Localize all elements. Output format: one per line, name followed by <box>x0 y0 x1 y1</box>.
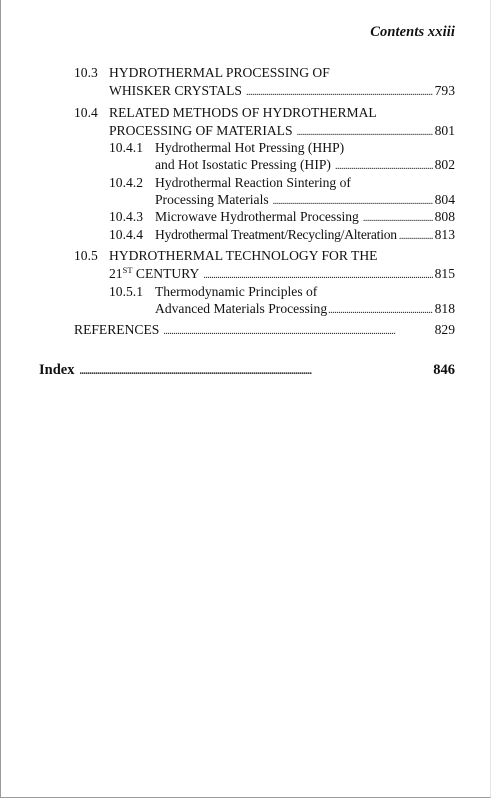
toc-entry-10-5-1-line2[interactable] <box>155 300 455 319</box>
toc-entry-10-4-3[interactable] <box>109 208 455 227</box>
subsection-title-cont: and Hot Isostatic Pressing (HIP) <box>155 157 331 172</box>
dot-leader <box>363 210 433 227</box>
toc-entry-references[interactable] <box>74 321 455 340</box>
page-number: 813 <box>434 227 455 242</box>
subsection-number: 10.4.3 <box>109 209 143 224</box>
page-number: 793 <box>434 83 455 98</box>
dot-leader <box>163 323 432 340</box>
toc-entry-10-3-line2[interactable] <box>109 82 455 101</box>
subsection-title: Thermodynamic Principles of <box>155 284 318 299</box>
subsection-title-cont: Processing Materials <box>155 192 269 207</box>
subsection-number: 10.4.2 <box>109 175 143 190</box>
toc-entry-index[interactable] <box>39 362 455 380</box>
page-number: 846 <box>433 362 455 378</box>
dot-leader <box>335 158 433 175</box>
section-title-cont: 21ST CENTURY <box>109 265 200 281</box>
toc-entry-10-4-line1 <box>74 104 455 121</box>
subsection-title: Hydrothermal Treatment/Recycling/Alteration <box>155 227 397 242</box>
toc-entry-10-3-line1 <box>74 64 455 81</box>
section-title-cont: WHISKER CRYSTALS <box>109 83 242 98</box>
section-number: 10.4 <box>74 105 98 120</box>
subsection-title: Microwave Hydrothermal Processing <box>155 209 359 224</box>
subsection-number: 10.4.1 <box>109 140 143 155</box>
page-number: 818 <box>434 301 455 316</box>
subsection-number: 10.5.1 <box>109 284 143 299</box>
toc-entry-10-4-1-line2[interactable] <box>155 156 455 175</box>
index-title: Index <box>39 362 75 378</box>
dot-leader <box>246 84 433 101</box>
dot-leader <box>328 302 432 319</box>
toc-entry-10-5-1-line1 <box>109 283 455 300</box>
section-title: HYDROTHERMAL TECHNOLOGY FOR THE <box>109 248 378 263</box>
page-number: 815 <box>434 266 455 281</box>
toc-entry-10-5-line1 <box>74 247 455 264</box>
toc-entry-10-4-2-line1 <box>109 174 455 191</box>
page-number: 802 <box>434 157 455 172</box>
section-title-cont: PROCESSING OF MATERIALS <box>109 123 293 138</box>
toc-entry-10-5-line2[interactable] <box>109 265 455 284</box>
page-number: 808 <box>434 209 455 224</box>
dot-leader <box>399 228 433 245</box>
section-title: HYDROTHERMAL PROCESSING OF <box>109 65 330 80</box>
section-number: 10.5 <box>74 248 98 263</box>
subsection-title: Hydrothermal Reaction Sintering of <box>155 175 351 190</box>
subsection-title-cont: Advanced Materials Processing <box>155 301 328 316</box>
subsection-title: Hydrothermal Hot Pressing (HHP) <box>155 140 345 155</box>
toc-entry-10-4-4[interactable] <box>109 226 455 245</box>
page-number: 829 <box>434 322 455 337</box>
subsection-number: 10.4.4 <box>109 227 143 242</box>
running-head: Contents xxiii <box>370 24 455 40</box>
references-title: REFERENCES <box>74 322 160 337</box>
page-number: 804 <box>434 192 455 207</box>
section-title: RELATED METHODS OF HYDROTHERMAL <box>109 105 377 120</box>
section-number: 10.3 <box>74 65 98 80</box>
dot-leader <box>79 363 431 380</box>
toc-entry-10-4-1-line1 <box>109 139 455 156</box>
dot-leader <box>203 267 432 284</box>
page-number: 801 <box>434 123 455 138</box>
